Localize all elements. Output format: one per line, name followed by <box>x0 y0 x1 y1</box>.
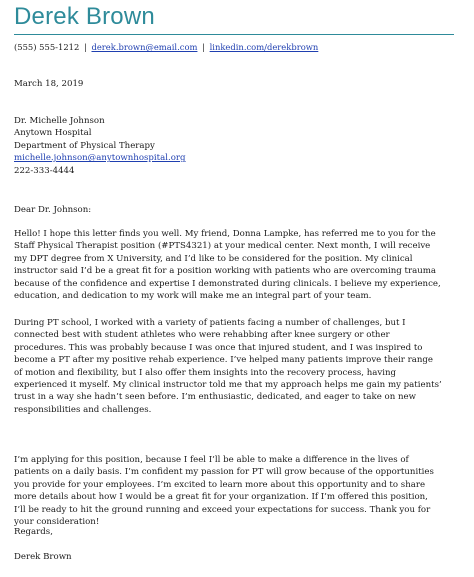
recipient-email-link[interactable]: michelle.johnson@anytownhospital.org <box>14 153 186 164</box>
recipient-department: Department of Physical Therapy <box>14 140 155 151</box>
paragraph-line: patients on a daily basis. I’m confident my passion for PT will grow because of the opportunities <box>14 467 434 478</box>
closing: Regards, <box>14 527 53 537</box>
salutation: Dear Dr. Johnson: <box>14 205 92 215</box>
paragraph-line: responsibilities and challenges. <box>14 404 152 415</box>
recipient-organization: Anytown Hospital <box>14 128 92 139</box>
recipient-phone: 222-333-4444 <box>14 165 75 176</box>
linkedin-link[interactable]: linkedin.com/derekbrown <box>209 42 319 52</box>
paragraph-line: procedures. This was probably because I was once that injured student, and I was inspired to <box>14 342 423 353</box>
body-paragraph-2 <box>14 317 462 416</box>
paragraph-line: become a PT after my positive rehab experience. I’ve helped many patients improve their range <box>14 355 434 366</box>
paragraph-line: more details about how I would be a great fit for your organization. If I’m offered this position, <box>14 492 428 503</box>
paragraph-line: my DPT degree from X University, and I’d like to be considered for the position. My clinical <box>14 253 413 264</box>
signature-name: Derek Brown <box>14 552 72 562</box>
body-paragraph-1 <box>14 228 462 302</box>
contact-separator: | <box>83 42 87 52</box>
paragraph-line: connected best with student athletes who were rehabbing after knee surgery or other <box>14 330 390 341</box>
contact-line <box>14 41 318 53</box>
contact-separator: | <box>202 42 205 52</box>
paragraph-line: Hello! I hope this letter finds you well. My friend, Donna Lampke, has referred me to you for the <box>14 229 436 239</box>
paragraph-line: experienced it myself. My clinical instructor told me that my approach helps me gain my patients’ <box>14 380 442 391</box>
letter-date: March 18, 2019 <box>14 79 84 89</box>
paragraph-line: Staff Physical Therapist position (#PTS4321) at your medical center. Next month, I will receive <box>14 241 431 252</box>
paragraph-line: of motion and flexibility, but I also offer them insights into the recovery process, having <box>14 367 397 378</box>
paragraph-line: trust in a way she hadn’t seen before. I’m enthusiastic, dedicated, and eager to take on new <box>14 392 416 403</box>
paragraph-line: you provide for your employees. I’m excited to learn more about this opportunity and to share <box>14 479 426 490</box>
paragraph-line: I’ll be ready to hit the ground running and exceed your expectations for success. Thank you for <box>14 504 431 515</box>
paragraph-line: instructor said I’d be a great fit for a position working with patients who are overcoming trauma <box>14 266 437 277</box>
body-paragraph-3 <box>14 454 462 528</box>
recipient-block <box>14 115 186 177</box>
paragraph-line: because of the confidence and expertise I demonstrated during clinicals. I believe my experience, <box>14 278 441 289</box>
paragraph-line: education, and dedication to my work will make me an integral part of your team. <box>14 291 372 302</box>
paragraph-line: I’m applying for this position, because I feel I’ll be able to make a difference in the lives of <box>14 455 409 465</box>
email-link[interactable]: derek.brown@email.com <box>91 42 198 52</box>
phone-number: (555) 555-1212 <box>14 42 80 52</box>
applicant-name: Derek Brown <box>14 3 155 30</box>
paragraph-line: your consideration! <box>14 517 100 528</box>
recipient-name: Dr. Michelle Johnson <box>14 116 105 126</box>
paragraph-line: During PT school, I worked with a variety of patients facing a number of challenges, but I <box>14 318 406 328</box>
header-divider <box>14 34 454 35</box>
